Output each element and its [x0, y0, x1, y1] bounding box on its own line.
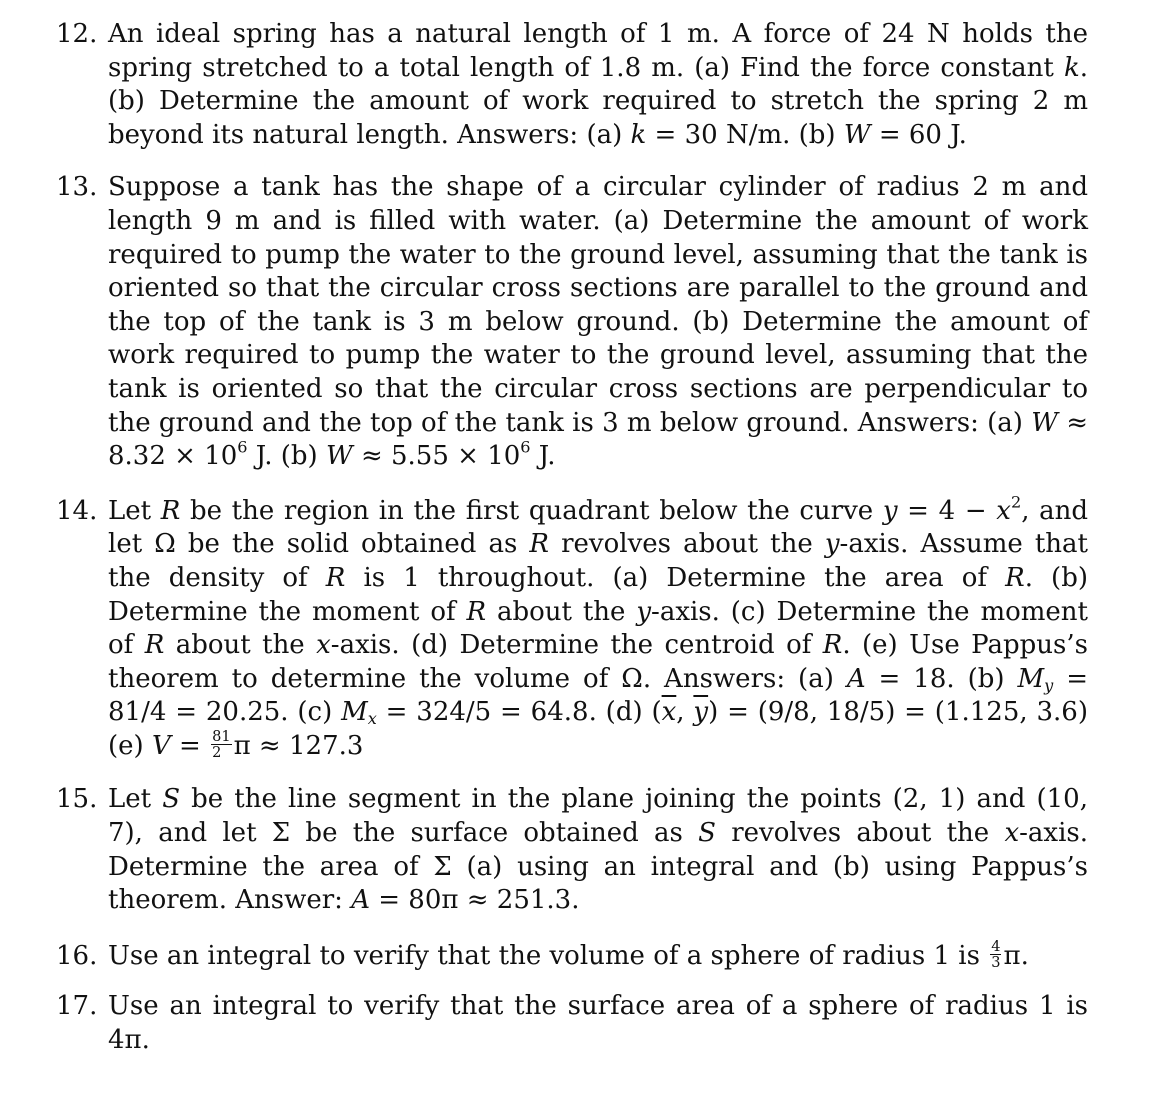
text-part: -axis. (d) Determine the centroid of — [330, 630, 823, 661]
answer-b-value: = 60 J. — [870, 119, 967, 150]
problem-number: 13. — [56, 172, 98, 203]
fraction-denominator: 2 — [212, 744, 222, 762]
math-variable: S — [698, 818, 716, 849]
math-variable: y — [882, 495, 898, 526]
text-part: about the — [164, 630, 317, 661]
problem-14 — [56, 492, 1088, 764]
subscript: x — [367, 709, 377, 729]
problem-text — [108, 783, 1088, 917]
exponent: 6 — [520, 437, 531, 457]
text-part: . (e) Use Pappus’s theorem to determine the volume of Ω. Answers: (a) — [108, 630, 1088, 694]
math-variable: A — [351, 885, 370, 916]
math-variable: R — [822, 630, 843, 661]
text-part: -axis. Assume that the density of — [108, 529, 1088, 593]
problem-13-text-part: Suppose a tank has the shape of a circular cylinder of radius 2 m and length 9 m and is filled with water. (a) Determine the amount of work required to pump the water to the ground level, assuming that the tank is oriented so that the circular cross sections are parallel to the ground and the top of the tank is 3 m below ground. (b) Determine the amount of work required to pump the water to the ground level, assuming that the tank is oriented so that the circular cross sections are perpendicular to the ground and the top of the tank is 3 m below ground. Answers: (a) — [108, 172, 1088, 438]
problem-13 — [56, 171, 1088, 473]
math-variable: S — [162, 784, 181, 815]
answer-variable-w: W — [1031, 407, 1058, 438]
math-variable: R — [160, 495, 181, 526]
answer-variable-w: W — [325, 441, 353, 472]
text-part: = 18. (b) — [865, 663, 1018, 694]
math-variable-k: k — [1063, 52, 1080, 83]
math-variable: R — [325, 562, 346, 593]
math-variable: R — [466, 596, 487, 627]
exponent: 2 — [1010, 492, 1022, 512]
text-part: Use an integral to verify that the volume of a sphere of radius 1 is — [108, 940, 989, 971]
text-part: -axis. Determine the area of Σ (a) using an integral and (b) using Pappus’s theorem. Answer: — [108, 818, 1088, 916]
answer-a-unit: J. (b) — [247, 441, 326, 472]
math-variable: M — [1017, 663, 1045, 694]
problem-text: Use an integral to verify that the surface area of a sphere of radius 1 is 4π. — [108, 991, 1088, 1056]
answer-b-value: ≈ 5.55 × 10 — [352, 441, 521, 472]
exponent: 6 — [237, 437, 248, 457]
math-variable: x — [316, 630, 331, 661]
problem-15 — [56, 783, 1088, 917]
fraction-denominator: 3 — [991, 954, 1001, 972]
problem-12-text-part: . (b) Determine the amount of work required to stretch the spring 2 m beyond its natural length. Answers: (a) — [108, 52, 1088, 150]
problem-16 — [56, 940, 1088, 974]
text-part: , — [676, 697, 694, 728]
y-bar: $\overline{y}$ — [693, 697, 709, 728]
math-variable: A — [846, 663, 866, 694]
answer-a-value: = 30 N/m. (b) — [646, 119, 844, 150]
math-variable: R — [529, 529, 549, 560]
problem-number: 16. — [56, 940, 98, 971]
math-variable: R — [144, 630, 165, 661]
text-part: = 4 − — [897, 495, 997, 526]
text-part: Let — [108, 784, 163, 815]
problem-12 — [56, 18, 1088, 152]
problem-text — [108, 940, 1088, 974]
math-variable: x — [996, 495, 1011, 526]
text-part: be the line segment in the plane joining the points (2, 1) and (10, 7), and let Σ be the surface obtained as — [108, 784, 1088, 849]
text-part: = 80π ≈ 251.3. — [369, 885, 580, 916]
text-part: = — [170, 730, 210, 761]
text-part: Let — [108, 495, 161, 526]
fraction — [211, 729, 232, 761]
text-part: = 81/4 = 20.25. (c) — [108, 663, 1088, 728]
problem-12-text-part: An ideal spring has a natural length of 1 m. A force of 24 N holds the spring stretched to a total length of 1.8 m. (a) Find the force constant — [108, 19, 1088, 83]
math-variable: y — [824, 529, 840, 560]
math-variable: V — [151, 730, 171, 761]
problem-number: 17. — [56, 991, 98, 1022]
answer-a-value: ≈ 8.32 × 10 — [108, 407, 1088, 472]
fraction-numerator: 4 — [991, 938, 1001, 956]
math-variable: y — [636, 596, 652, 627]
document-page — [56, 18, 1088, 1058]
text-part: -axis. (c) Determine the moment of — [108, 596, 1088, 661]
text-part: is 1 throughout. (a) Determine the area of — [345, 562, 1006, 593]
answer-variable-w: W — [843, 119, 871, 150]
text-part: about the — [486, 596, 637, 627]
text-part: π ≈ 127.3 — [233, 730, 364, 761]
text-part: be the region in the first quadrant below the curve — [180, 495, 883, 526]
problem-text — [108, 492, 1088, 764]
math-variable: M — [341, 697, 368, 728]
text-part: , and let Ω be the solid obtained as — [108, 495, 1088, 560]
text-part: π. — [1003, 940, 1029, 971]
text-part: revolves about the — [715, 818, 1005, 849]
answer-variable-k: k — [630, 119, 647, 150]
problem-text — [108, 18, 1088, 152]
problem-number: 12. — [56, 19, 98, 49]
text-part: revolves about the — [549, 529, 825, 560]
x-bar: $\overline{x}$ — [661, 697, 677, 728]
math-variable: x — [1004, 818, 1020, 849]
math-variable: R — [1005, 562, 1025, 593]
problem-17 — [56, 990, 1088, 1057]
fraction — [990, 939, 1001, 971]
problem-number: 14. — [56, 495, 98, 526]
problem-number: 15. — [56, 784, 98, 815]
text-part: . (b) Determine the moment of — [108, 562, 1088, 627]
answer-b-unit: J. — [530, 441, 556, 472]
text-part: = 324/5 = 64.8. (d) ( — [376, 697, 662, 728]
subscript: y — [1044, 675, 1054, 695]
text-part: ) = (9/8, 18/5) = (1.125, 3.6) (e) — [108, 697, 1088, 761]
fraction-numerator: 81 — [212, 728, 231, 746]
problem-text — [108, 171, 1088, 473]
